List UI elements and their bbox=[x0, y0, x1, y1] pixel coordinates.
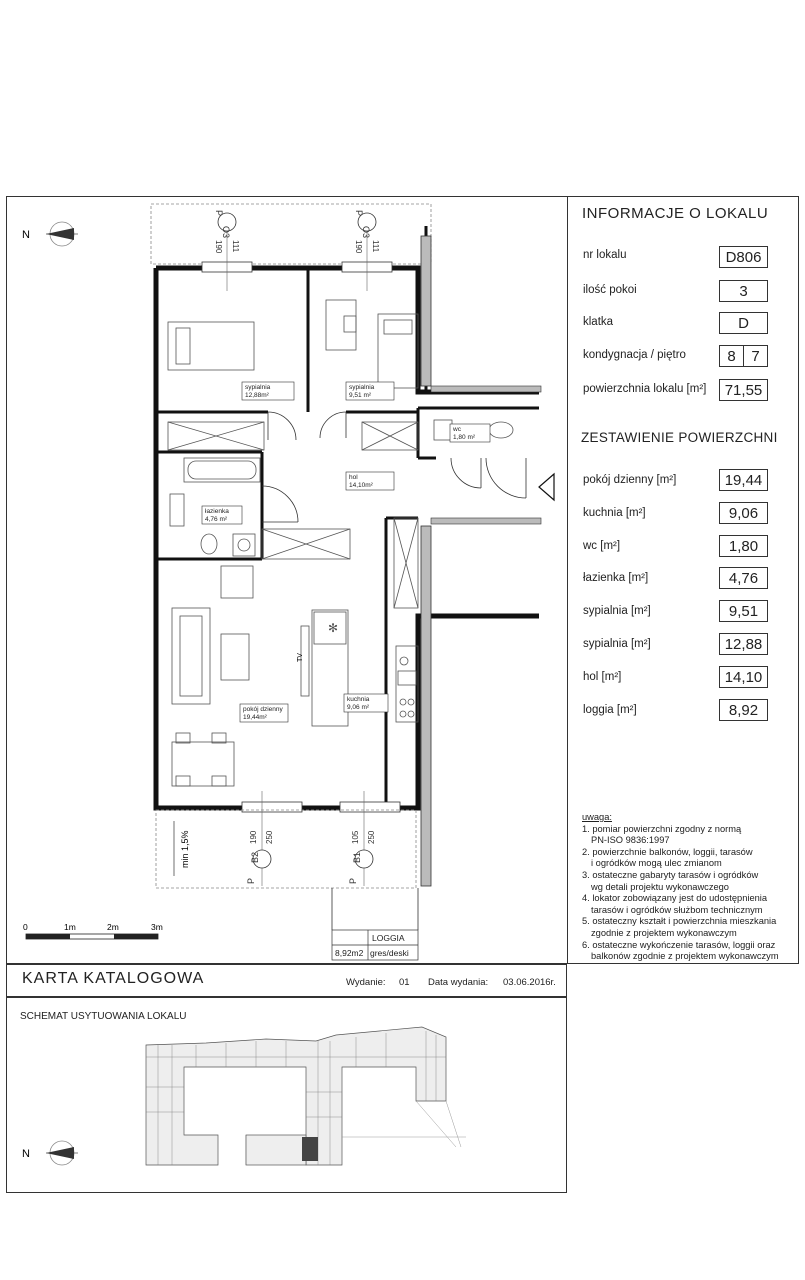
area-value-living: 19,44 bbox=[719, 469, 768, 491]
area-value-kitchen: 9,06 bbox=[719, 502, 768, 524]
window-tag-4: B1 bbox=[352, 851, 362, 863]
svg-text:3m: 3m bbox=[151, 922, 163, 932]
room-label-wc: wc bbox=[453, 426, 461, 433]
svg-text:P: P bbox=[214, 210, 224, 217]
label-rooms: ilość pokoi bbox=[583, 284, 637, 296]
svg-text:0: 0 bbox=[23, 922, 28, 932]
svg-text:190: 190 bbox=[354, 240, 363, 254]
scale-bar bbox=[23, 922, 163, 939]
scheme-title: SCHEMAT USYTUOWANIA LOKALU bbox=[20, 1011, 187, 1022]
area-value-wc: 1,80 bbox=[719, 535, 768, 557]
tv-label: TV bbox=[297, 653, 304, 662]
label-unit-area: powierzchnia lokalu [m²] bbox=[583, 383, 707, 395]
areas-title: ZESTAWIENIE POWIERZCHNI bbox=[581, 430, 778, 445]
area-label-bathroom: łazienka [m²] bbox=[583, 572, 649, 584]
svg-text:9,51 m²: 9,51 m² bbox=[349, 392, 372, 399]
note-line: 5. ostateczny kształt i powierzchnia mieszkania bbox=[582, 916, 777, 927]
date-label: Data wydania: bbox=[428, 977, 489, 988]
svg-text:190: 190 bbox=[214, 240, 223, 254]
label-unit-number: nr lokalu bbox=[583, 249, 627, 261]
svg-text:19,44m²: 19,44m² bbox=[243, 714, 267, 721]
value-unit-number: D806 bbox=[719, 246, 768, 268]
snowflake-icon: ✻ bbox=[328, 621, 339, 635]
north-arrow-icon bbox=[22, 222, 78, 246]
area-label-loggia: loggia [m²] bbox=[583, 704, 637, 716]
site-scheme bbox=[6, 997, 567, 1193]
note-line: 1. pomiar powierzchni zgodny z normą bbox=[582, 823, 742, 834]
svg-text:P: P bbox=[354, 210, 364, 217]
value-floor-storey: 7 bbox=[743, 345, 768, 367]
note-line: wg detali projektu wykonawczego bbox=[591, 881, 729, 892]
svg-text:2m: 2m bbox=[107, 922, 119, 932]
note-line: i ogródków mogą ulec zmianom bbox=[591, 858, 722, 869]
svg-text:12,88m²: 12,88m² bbox=[245, 392, 269, 399]
value-staircase: D bbox=[719, 312, 768, 334]
room-label-bathroom: łazienka bbox=[205, 508, 229, 515]
window-tag-1: O3 bbox=[221, 226, 231, 239]
area-label-living: pokój dzienny [m²] bbox=[583, 474, 677, 486]
note-line: 6. ostateczne wykończenie tarasów, loggii oraz bbox=[582, 939, 776, 950]
window-tag-2: O3 bbox=[361, 226, 371, 239]
value-floor-level: 8 bbox=[719, 345, 744, 367]
floor-plan bbox=[6, 196, 567, 964]
area-value-bedroom-large: 12,88 bbox=[719, 633, 768, 655]
edition-label: Wydanie: bbox=[346, 977, 386, 988]
svg-text:111: 111 bbox=[231, 240, 240, 253]
svg-text:14,10m²: 14,10m² bbox=[349, 482, 373, 489]
note-line: PN-ISO 9836:1997 bbox=[591, 835, 670, 846]
note-line: 4. lokator zobowiązany jest do udostępnienia bbox=[582, 893, 768, 904]
svg-text:1m: 1m bbox=[64, 922, 76, 932]
area-label-bedroom-large: sypialnia [m²] bbox=[583, 638, 651, 650]
area-value-bedroom-small: 9,51 bbox=[719, 600, 768, 622]
note-line: tarasów i ogródków służbom technicznym bbox=[591, 904, 763, 915]
notes-block bbox=[582, 812, 796, 963]
unit-location-marker bbox=[302, 1137, 318, 1161]
loggia-label: LOGGIA bbox=[372, 933, 405, 943]
room-label-bedroom1: sypialnia bbox=[245, 384, 271, 391]
svg-text:P: P bbox=[246, 877, 256, 884]
svg-text:4,76 m²: 4,76 m² bbox=[205, 516, 228, 523]
svg-text:250: 250 bbox=[265, 830, 274, 844]
slope-label: min 1,5% bbox=[180, 830, 190, 868]
room-label-hall: hol bbox=[349, 474, 358, 481]
svg-text:111: 111 bbox=[371, 240, 380, 253]
svg-text:250: 250 bbox=[367, 830, 376, 844]
area-value-bathroom: 4,76 bbox=[719, 567, 768, 589]
north-label: N bbox=[22, 229, 30, 241]
room-label-kitchen: kuchnia bbox=[347, 696, 370, 703]
label-floor: kondygnacja / piętro bbox=[583, 349, 686, 361]
area-label-hall: hol [m²] bbox=[583, 671, 622, 683]
notes-heading: uwaga: bbox=[582, 812, 612, 822]
note-line: balkonów zgodnie z projektem wykonawczym bbox=[591, 951, 779, 962]
svg-text:1,80 m²: 1,80 m² bbox=[453, 434, 476, 441]
note-line: zgodnie z projektem wykonawczym bbox=[591, 927, 737, 938]
room-label-living: pokój dzienny bbox=[243, 706, 283, 713]
svg-text:9,06 m²: 9,06 m² bbox=[347, 704, 370, 711]
note-line: 3. ostateczne gabaryty tarasów i ogródków bbox=[582, 869, 759, 880]
room-label-bedroom2: sypialnia bbox=[349, 384, 375, 391]
area-value-loggia: 8,92 bbox=[719, 699, 768, 721]
edition-value: 01 bbox=[399, 977, 410, 988]
label-staircase: klatka bbox=[583, 316, 614, 328]
value-rooms: 3 bbox=[719, 280, 768, 302]
area-label-bedroom-small: sypialnia [m²] bbox=[583, 605, 651, 617]
svg-text:190: 190 bbox=[249, 830, 258, 844]
loggia-finish: gres/deski bbox=[370, 948, 409, 958]
area-label-kitchen: kuchnia [m²] bbox=[583, 507, 646, 519]
north-arrow-icon bbox=[22, 1141, 78, 1165]
svg-text:P: P bbox=[348, 877, 358, 884]
north-label: N bbox=[22, 1148, 30, 1160]
date-value: 03.06.2016r. bbox=[503, 977, 556, 988]
entrance-arrow-icon bbox=[539, 474, 554, 500]
window-tag-3: B2 bbox=[250, 851, 260, 863]
area-label-wc: wc [m²] bbox=[583, 540, 621, 552]
info-title: INFORMACJE O LOKALU bbox=[582, 205, 769, 222]
catalog-title: KARTA KATALOGOWA bbox=[22, 970, 205, 987]
note-line: 2. powierzchnie balkonów, loggii, tarasów bbox=[582, 846, 753, 857]
svg-text:105: 105 bbox=[351, 830, 360, 844]
area-value-hall: 14,10 bbox=[719, 666, 768, 688]
loggia-area: 8,92m2 bbox=[335, 948, 364, 958]
value-unit-area: 71,55 bbox=[719, 379, 768, 401]
